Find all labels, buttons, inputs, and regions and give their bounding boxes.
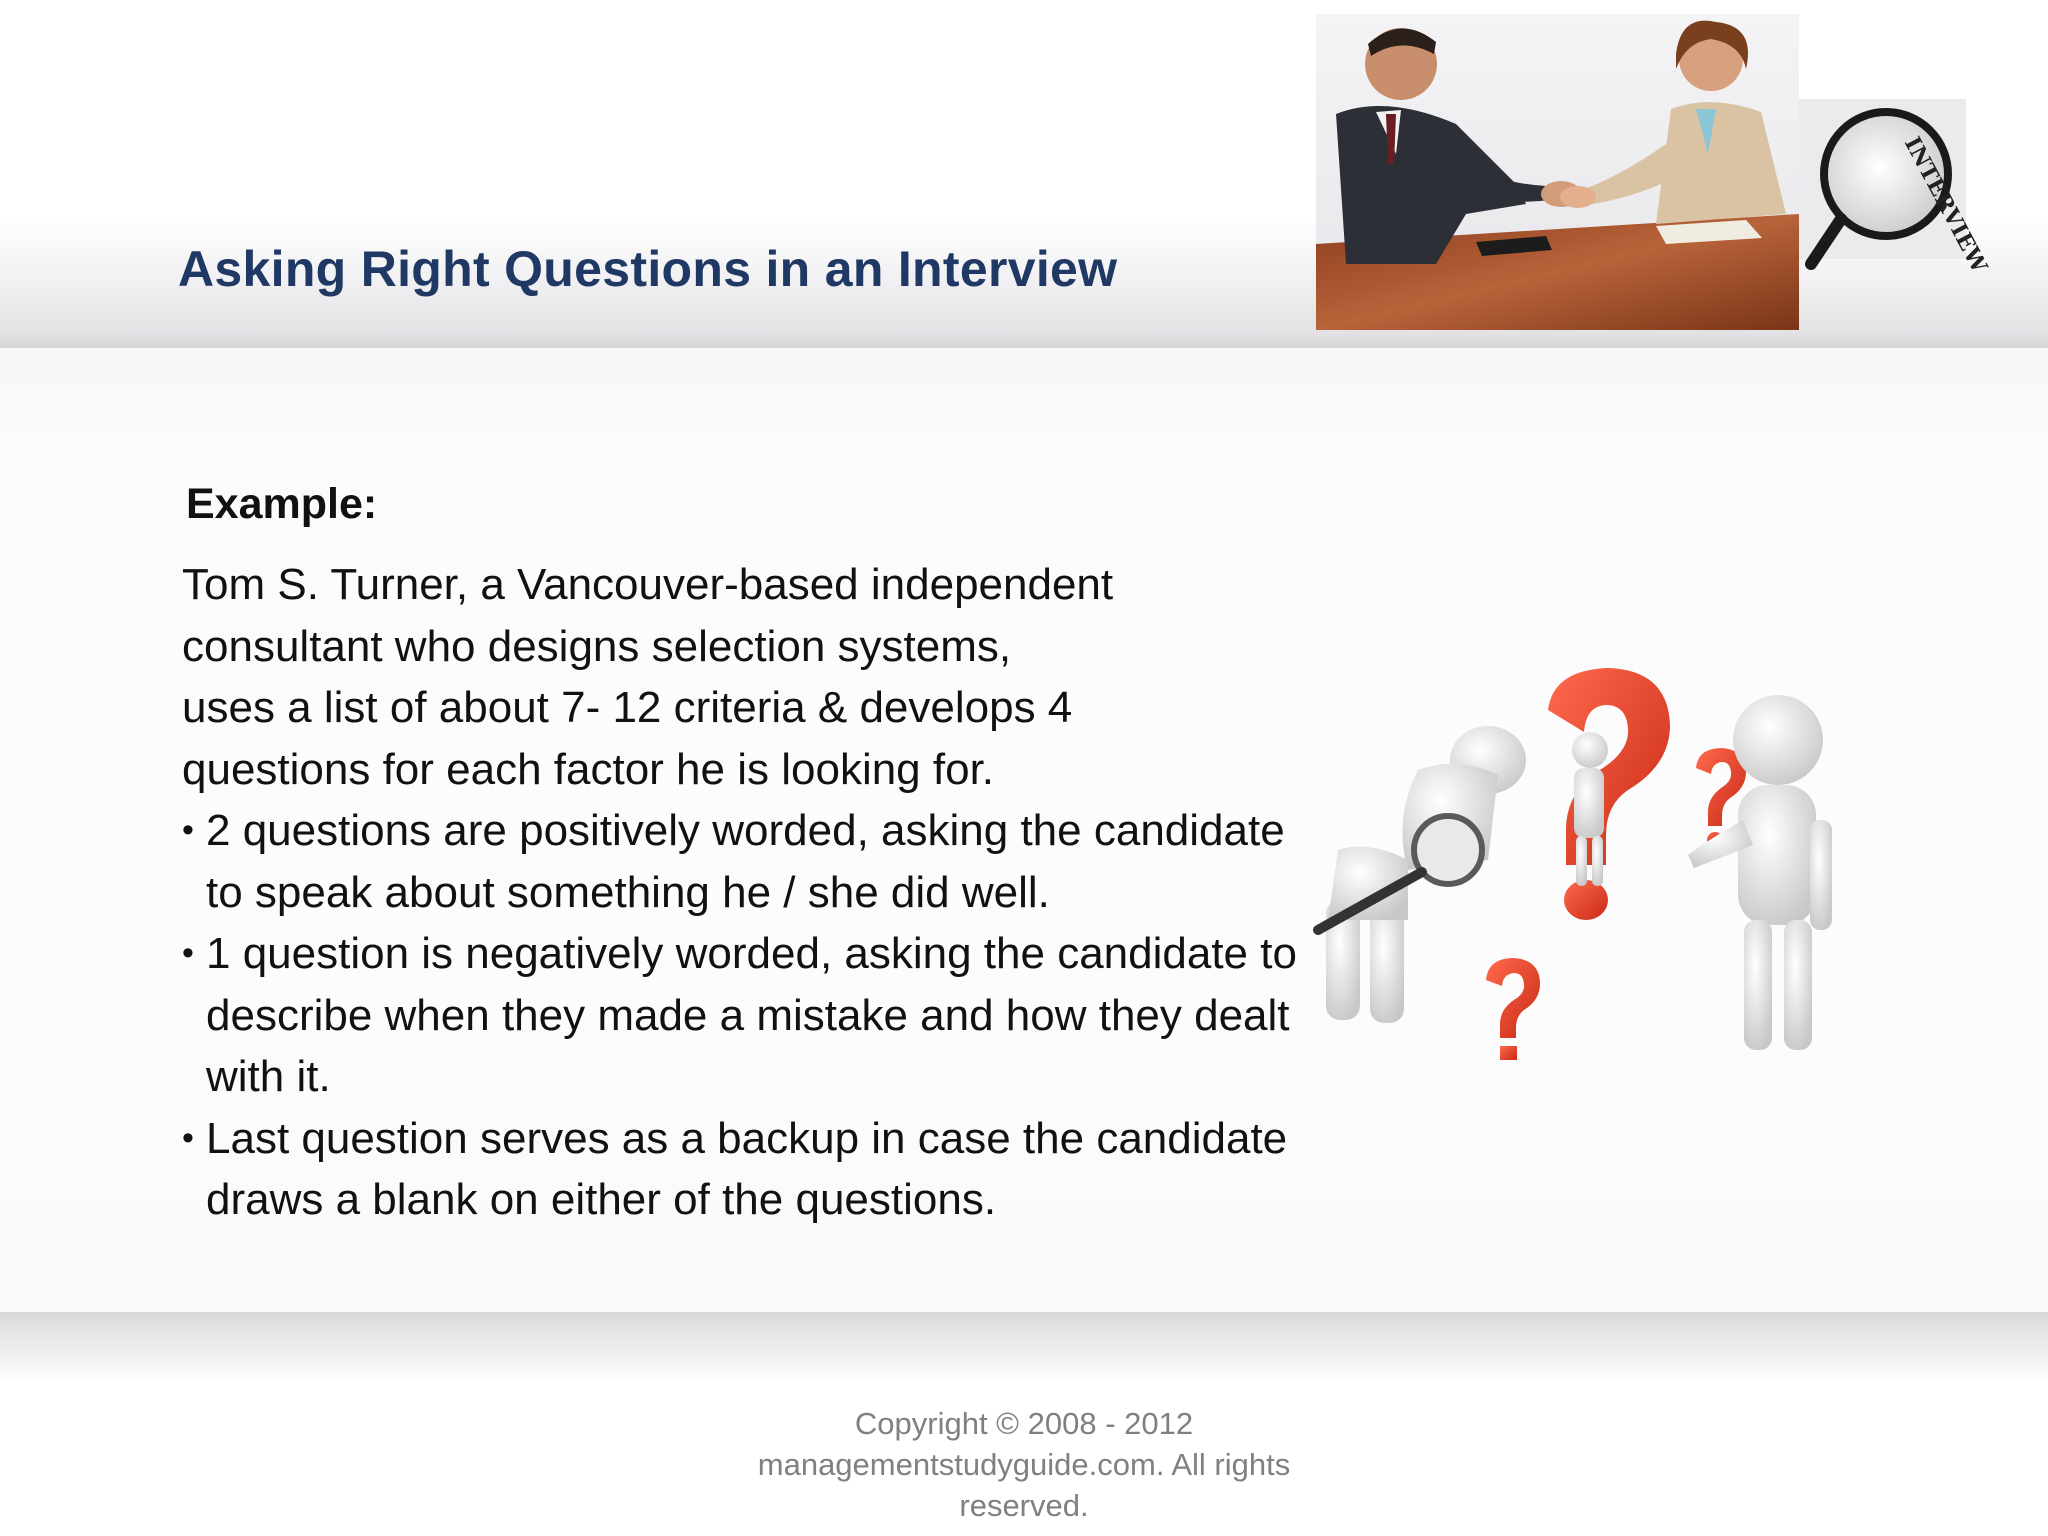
large-question-mark-icon [1548,668,1670,920]
standing-figure-icon [1688,695,1832,1050]
slide-title: Asking Right Questions in an Interview [178,241,1118,297]
example-heading: Example: [186,480,378,528]
small-question-mark-icon [1486,958,1540,1060]
question-figures-illustration [1298,650,1858,1070]
bullet-item [182,800,1322,923]
bullet-text: 1 question is negatively worded, asking the candidate to describe when they made a mistake and how they dealt with it. [206,929,1297,1101]
intro-paragraph [182,554,1322,800]
intro-line: uses a list of about 7- 12 criteria & develops 4 [182,683,1073,732]
bullet-dot: • [182,934,194,972]
svg-text:INTERVIEW: INTERVIEW [1898,132,1993,278]
footer-band [0,1312,2048,1382]
bullet-text: Last question serves as a backup in case the candidate draws a blank on either of the questions. [206,1113,1288,1224]
handshake-photo [1316,14,1993,330]
intro-line: Tom S. Turner, a Vancouver-based independent [182,560,1114,609]
bullet-list [182,800,1322,1231]
content-block [182,476,1322,1231]
bullet-text: 2 questions are positively worded, asking the candidate to speak about something he / she did well. [206,806,1285,917]
bullet-dot: • [182,1118,194,1157]
intro-line: questions for each factor he is looking for. [182,744,995,794]
copyright-footer: Copyright © 2008 - 2012 managementstudyguide.com. All rights reserved. [757,1406,1291,1523]
bullet-item [182,1108,1322,1231]
bullet-dot: • [182,811,194,849]
intro-line: consultant who designs selection systems, [182,621,1012,671]
bullet-item [182,923,1322,1108]
